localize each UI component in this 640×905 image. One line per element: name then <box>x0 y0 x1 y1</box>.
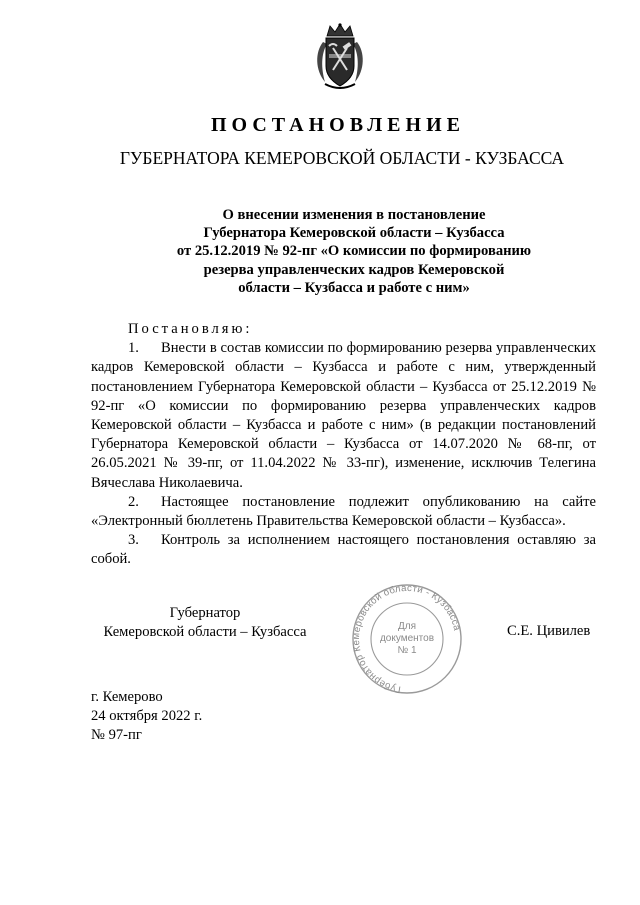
paragraph-number: 1. <box>128 340 139 357</box>
paragraph-text: Контроль за исполнением настоящего постановления оставляю за собой. <box>91 532 596 568</box>
heading-line: О внесении изменения в постановление <box>222 207 486 223</box>
signatory-name: С.Е. Цивилев <box>507 623 591 639</box>
paragraph-number: 3. <box>128 532 139 549</box>
paragraph-2 <box>91 493 596 531</box>
document-body <box>91 320 596 570</box>
document-footer <box>91 688 202 745</box>
position-line: Кемеровской области – Кузбасса <box>103 624 307 640</box>
heading-line: области – Кузбасса и работе с ним» <box>238 279 470 296</box>
official-stamp <box>343 583 471 699</box>
coat-of-arms-emblem <box>313 22 367 90</box>
paragraph-text: Настоящее постановление подлежит опубликованию на сайте «Электронный бюллетень Правительства Кемеровской области – Кузбасса». <box>91 493 596 530</box>
decree-word: Постановляю: <box>128 321 253 337</box>
document-heading <box>90 206 596 297</box>
stamp-center-line: Для <box>397 621 417 632</box>
heading-line: Губернатора Кемеровской области – Кузбасса <box>203 225 505 242</box>
paragraph-number: 2. <box>128 493 139 510</box>
issuer-subtitle: ГУБЕРНАТОРА КЕМЕРОВСКОЙ ОБЛАСТИ - КУЗБАССА <box>119 148 565 168</box>
paragraph-3 <box>91 531 596 569</box>
heading-line: от 25.12.2019 № 92-пг «О комиссии по формированию <box>176 243 532 260</box>
stamp-ring-text: Губернатор Кемеровской области - Кузбасса <box>350 583 463 695</box>
footer-number: № 97-пг <box>91 727 142 743</box>
heading-line: резерва управленческих кадров Кемеровской <box>203 261 505 278</box>
footer-date: 24 октября 2022 г. <box>91 708 203 724</box>
footer-city: г. Кемерово <box>91 689 163 705</box>
position-line: Губернатор <box>169 605 241 621</box>
document-title: ПОСТАНОВЛЕНИЕ <box>211 114 465 136</box>
stamp-center-line: документов <box>379 633 435 644</box>
paragraph-1 <box>91 339 596 493</box>
signatory-position <box>96 604 314 642</box>
stamp-center-line: № 1 <box>397 645 417 656</box>
paragraph-text: Внести в состав комиссии по формированию резерва управленческих кадров Кемеровской области – Кузбасса и работе с ним, утвержденный постановлением Губернатора Кемеровской области – Кузбасса от 25.12.2019 № 92-пг «О комиссии по формированию резерва управленческих кадров Кемеровской области – Кузбасса и работе с ним» (в редакции постановлений Губернатора Кемеровской области – Кузбасса от 14.07.2020 № 68-пг, от 26.05.2021 № 39-пг, от 11.04.2022 № 33-пг), изменение, исключив Телегина Вячеслава Николаевича. <box>91 340 596 491</box>
